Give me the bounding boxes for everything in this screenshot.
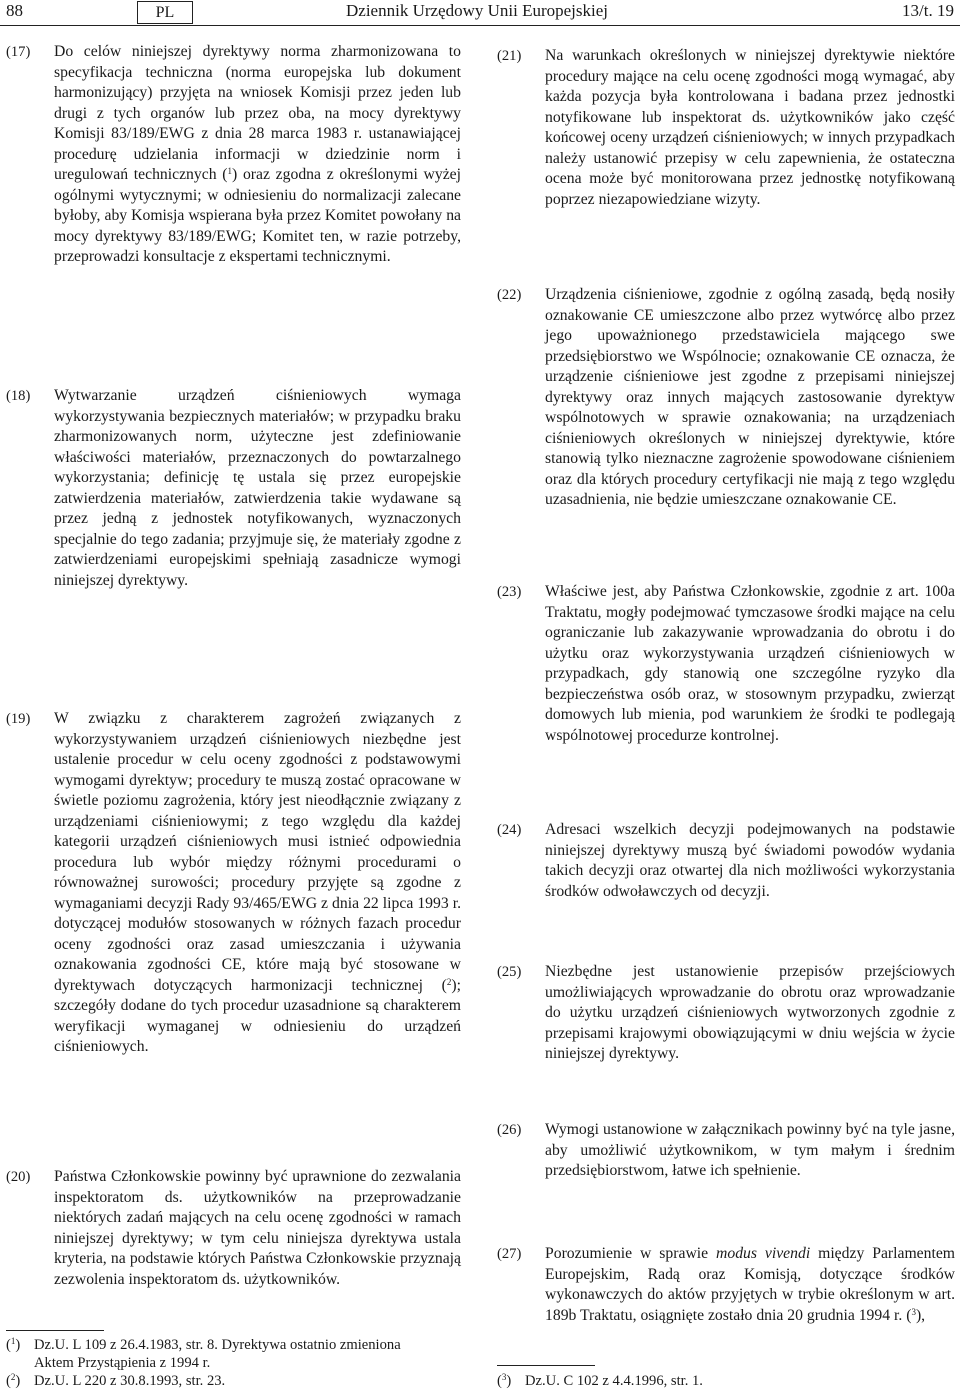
recital-number: (21) (497, 48, 522, 64)
recital-text: Na warunkach określonych w niniejszej dyrektywie niektóre procedury mające na celu ocenę zgodności mogą wymagać, aby każda pozycja była kontrolowana i badana przez jednostki notyfikowane lub inspektorat ds. użytkowników jako część końcowej oceny urządzeń ciśnieniowych; w innych przypadkach należy ustanowić przepisy w celu zapewnienia, że ostateczna ocena może być monitorowana przez jednostkę notyfikowaną poprzez niezapowiedziane wizyty. (545, 47, 955, 208)
recital-23 (497, 582, 955, 746)
footnote-mark: ($^1$) (6, 1336, 21, 1353)
recital-text: Właściwe jest, aby Państwa Członkowskie, zgodnie z art. 100a Traktatu, mogły podejmować tymczasowe środki mające na celu ograniczanie lub zakazywanie wprowadzania do obrotu i do użytku oraz wykorzystywania urządzeń ciśnieniowych w przypadkach, gdy stanowią one szczególne ryzyko dla bezpieczeństwa osób oraz, w stosownym przypadku, zwierząt domowych lub mienia, pod warunkiem że środki te podlegają wspólnotowej procedurze kontrolnej. (545, 583, 955, 744)
recital-number: (17) (6, 44, 31, 60)
recital-text: Wytwarzanie urządzeń ciśnieniowych wymaga wykorzystywania bezpiecznych materiałów; w przypadku braku zharmonizowanych norm, użyteczne jest zdefiniowanie właściwości materiałów, przeznaczonych do powtarzalnego wykorzystania; definicję tę ustala się przez europejskie zatwierdzenia materiałów, zatwierdzenia takie wydawane są przez jedną z jednostek notyfikowanych, wyznaczonych specjalnie do tego zadania; przyjmuje się, że materiały zgodne z zatwierdzeniami europejskimi spełniają zasadnicze wymogi niniejszej dyrektywy. (54, 387, 461, 589)
recital-26 (497, 1120, 955, 1182)
recital-25 (497, 962, 955, 1065)
page-header (0, 0, 960, 26)
recital-21 (497, 46, 955, 210)
journal-title: Dziennik Urzędowy Unii Europejskiej (346, 1, 609, 20)
recital-number: (26) (497, 1122, 522, 1138)
recital-text: Urządzenia ciśnieniowe, zgodnie z ogólną zasadą, będą nosiły oznakowanie CE umieszczone albo przez wytwórcę albo przez jego upoważnionego przedstawiciela mającego swe przedsiębiorstwo we Wspólnocie; oznakowanie CE oznacza, że urządzenie ciśnieniowe jest zgodne z przepisami niniejszej dyrektywy oraz innych mających zastosowanie dyrektyw wspólnotowych w sprawie oznakowania; na urządzeniach ciśnieniowych określonych w niniejszej dyrektywie, które stanowią tylko nieznaczne zagrożenie spowodowane ciśnieniem oraz dla których procedury certyfikacji nie mają z tego względu uzasadnienia, nie będzie umieszczane oznakowanie CE. (545, 286, 955, 508)
recital-number: (22) (497, 287, 522, 303)
footnote-mark: ($^2$) (6, 1372, 21, 1389)
footnote-3 (497, 1372, 917, 1390)
footnote-2 (6, 1372, 426, 1390)
footnote-text: Dz.U. C 102 z 4.4.1996, str. 1. (525, 1373, 703, 1389)
header-rule (0, 25, 960, 26)
recital-text: Adresaci wszelkich decyzji podejmowanych na podstawie niniejszej dyrektywy muszą być świadomi powodów wydania takich decyzji oraz otwartej dla nich możliwości wykorzystania środków odwoławczych od decyzji. (545, 821, 955, 900)
recital-19 (6, 709, 461, 1058)
footnote-ref[interactable]: 3 (911, 1306, 916, 1317)
recital-text: W związku z charakterem zagrożeń związanych z wykorzystywaniem urządzeń ciśnieniowych niezbędne jest ustalenie procedur w celu oceny zgodności z podstawowymi wymogami dyrektyw; procedury te muszą zostać opracowane w świetle poziomu zagrożenia, który jest nieodłącznie związany z urządzeniami ciśnieniowymi; z tego względu dla każdej kategorii urządzeń ciśnieniowych musi istnieć odpowiednia procedura lub wybór między różnymi procedurami o równoważnej surowości; procedury przyjęte są zgodne z wymaganiami decyzji Rady 93/465/EWG z dnia 22 lipca 1993 r. dotyczącej modułów stosowanych w różnych fazach procedur oceny zgodności oraz zasad umieszczania i używania oznakowania zgodności CE, które mają być stosowane w dyrektywach dotyczących harmonizacji technicznej ($^2$); szczegóły dodane do tych procedur uzasadnione są charakterem weryfikacji wymaganej w odniesieniu do urządzeń ciśnieniowych. (54, 710, 461, 1055)
footnote-1 (6, 1336, 426, 1372)
footnote-ref[interactable]: 2 (446, 976, 452, 987)
recital-text: Porozumienie w sprawie modus vivendi między Parlamentem Europejskim, Radą oraz Komisją, dotyczące środków wykonawczych do aktów przyjętych w trybie określonym w art. 189b Traktatu, osiągnięte zostało dnia 20 grudnia 1994 r. ($^3$), (545, 1245, 955, 1324)
footnote-mark: ($^3$) (497, 1372, 512, 1389)
page-number: 88 (6, 1, 23, 20)
issue-number: 13/t. 19 (902, 1, 954, 20)
recital-20 (6, 1167, 461, 1290)
recital-number: (18) (6, 388, 31, 404)
recital-number: (20) (6, 1169, 31, 1185)
recital-number: (27) (497, 1246, 522, 1262)
recital-24 (497, 820, 955, 902)
footnote-ref[interactable]: 1 (227, 166, 232, 176)
footnote-rule (6, 1330, 104, 1331)
footnote-text: Dz.U. L 109 z 26.4.1983, str. 8. Dyrektywa ostatnio zmieniona Aktem Przystąpienia z 1994 r. (34, 1337, 401, 1371)
recital-22 (497, 285, 955, 511)
footnote-text: Dz.U. L 220 z 30.8.1993, str. 23. (34, 1373, 226, 1389)
language-code: PL (137, 1, 193, 24)
footnote-rule (497, 1365, 595, 1366)
recital-17 (6, 42, 461, 268)
recital-number: (24) (497, 822, 522, 838)
recital-text: Do celów niniejszej dyrektywy norma zharmonizowana to specyfikacja techniczna (norma europejska lub dokument harmonizujący) przyjęta na wniosek Komisji przez jeden lub drugi z tych organów lub przez oba, na mocy dyrektywy Komisji 83/189/EWG z dnia 28 marca 1983 r. ustanawiającej procedurę udzielania informacji w dziedzinie norm i uregulowań technicznych ($^1$) oraz zgodna z określonymi wyżej ogólnymi wytycznymi; w odniesieniu do normalizacji zalecane byłoby, aby Komisja wspierana była przez Komitet powołany na mocy dyrektywy 83/189/EWG; Komitet ten, w razie potrzeby, przeprowadzi konsultacje z ekspertami technicznymi. (54, 43, 462, 265)
recital-27 (497, 1244, 955, 1326)
recital-number: (25) (497, 964, 522, 980)
recital-18 (6, 386, 461, 591)
recital-text: Wymogi ustanowione w załącznikach powinny być na tyle jasne, aby umożliwić użytkownikom, w tym małym i średnim przedsiębiorstwom, łatwe ich spełnienie. (545, 1121, 955, 1179)
recital-number: (23) (497, 584, 522, 600)
recital-text: Niezbędne jest ustanowienie przepisów przejściowych umożliwiających wprowadzanie do obrotu oraz wprowadzanie do użytku urządzeń ciśnieniowych wytworzonych zgodnie z przepisami krajowymi obowiązującymi w dniu wejścia w życie niniejszej dyrektywy. (545, 963, 955, 1062)
recital-text: Państwa Członkowskie powinny być uprawnione do zezwalania inspektoratom ds. użytkowników na przeprowadzanie niektórych zadań mających na celu ocenę zgodności w ramach niniejszej dyrektywy; w tym celu niniejsza dyrektywa ustala kryteria, na podstawie których Państwa Członkowskie przyznają zezwolenia inspektoratom ds. użytkowników. (54, 1168, 461, 1288)
recital-number: (19) (6, 711, 31, 727)
